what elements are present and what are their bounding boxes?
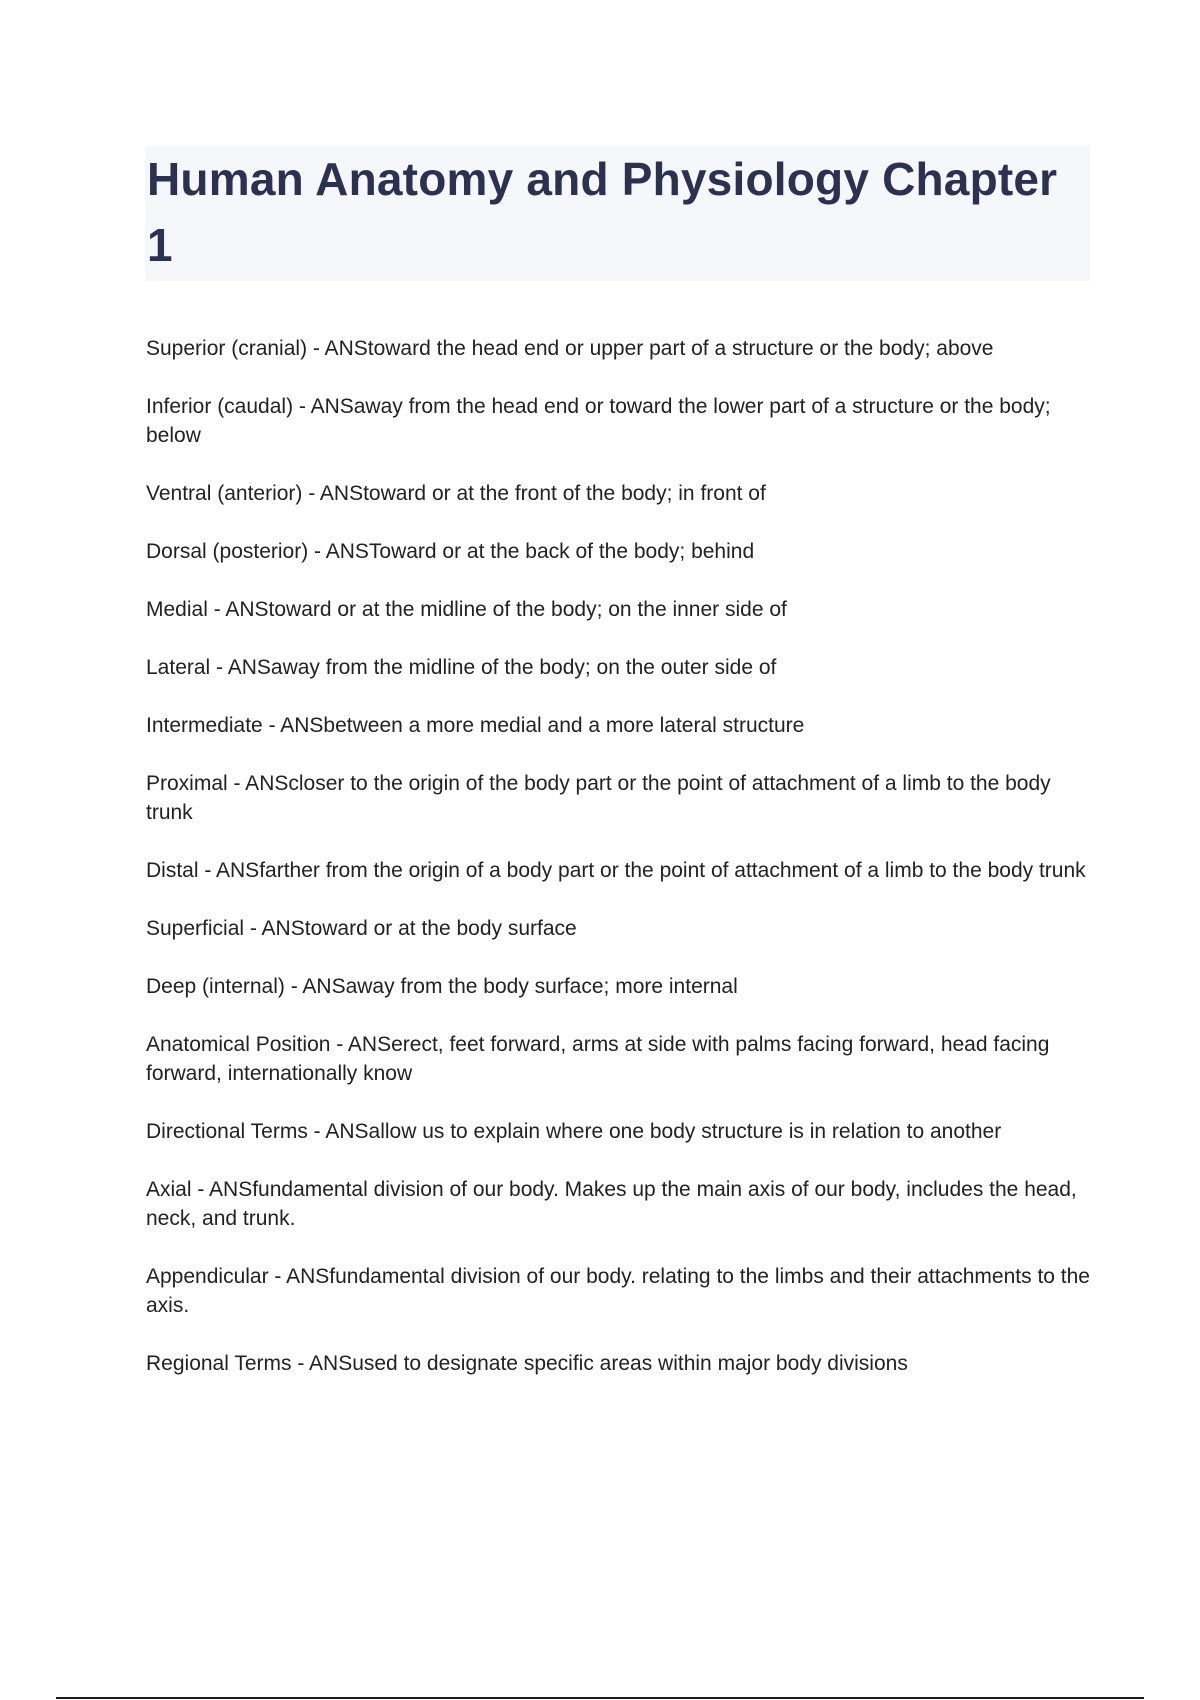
term-list <box>146 334 1096 1407</box>
term-entry: Anatomical Position - ANSerect, feet forward, arms at side with palms facing forward, head facing forward, internationally know <box>146 1033 1050 1085</box>
footer-divider <box>56 1697 1144 1699</box>
term-entry: Axial - ANSfundamental division of our body. Makes up the main axis of our body, includes the head, neck, and trunk. <box>146 1178 1077 1230</box>
term-entry: Dorsal (posterior) - ANSToward or at the back of the body; behind <box>146 540 755 563</box>
term-entry: Medial - ANStoward or at the midline of the body; on the inner side of <box>146 598 787 621</box>
term-entry: Ventral (anterior) - ANStoward or at the front of the body; in front of <box>146 482 766 505</box>
term-entry: Intermediate - ANSbetween a more medial and a more lateral structure <box>146 714 805 737</box>
term-entry: Proximal - ANScloser to the origin of the body part or the point of attachment of a limb to the body trunk <box>146 772 1051 824</box>
title-banner <box>145 146 1090 281</box>
term-entry: Directional Terms - ANSallow us to explain where one body structure is in relation to another <box>146 1120 1002 1143</box>
term-entry: Appendicular - ANSfundamental division of our body. relating to the limbs and their attachments to the axis. <box>146 1265 1090 1317</box>
term-entry: Inferior (caudal) - ANSaway from the head end or toward the lower part of a structure or the body; below <box>146 395 1051 447</box>
term-entry: Superficial - ANStoward or at the body surface <box>146 917 577 940</box>
page-title: Human Anatomy and Physiology Chapter 1 <box>147 153 1058 271</box>
term-entry: Superior (cranial) - ANStoward the head end or upper part of a structure or the body; above <box>146 337 994 360</box>
term-entry: Lateral - ANSaway from the midline of the body; on the outer side of <box>146 656 777 679</box>
term-entry: Regional Terms - ANSused to designate specific areas within major body divisions <box>146 1352 908 1375</box>
term-entry: Deep (internal) - ANSaway from the body surface; more internal <box>146 975 738 998</box>
term-entry: Distal - ANSfarther from the origin of a body part or the point of attachment of a limb to the body trunk <box>146 859 1086 882</box>
